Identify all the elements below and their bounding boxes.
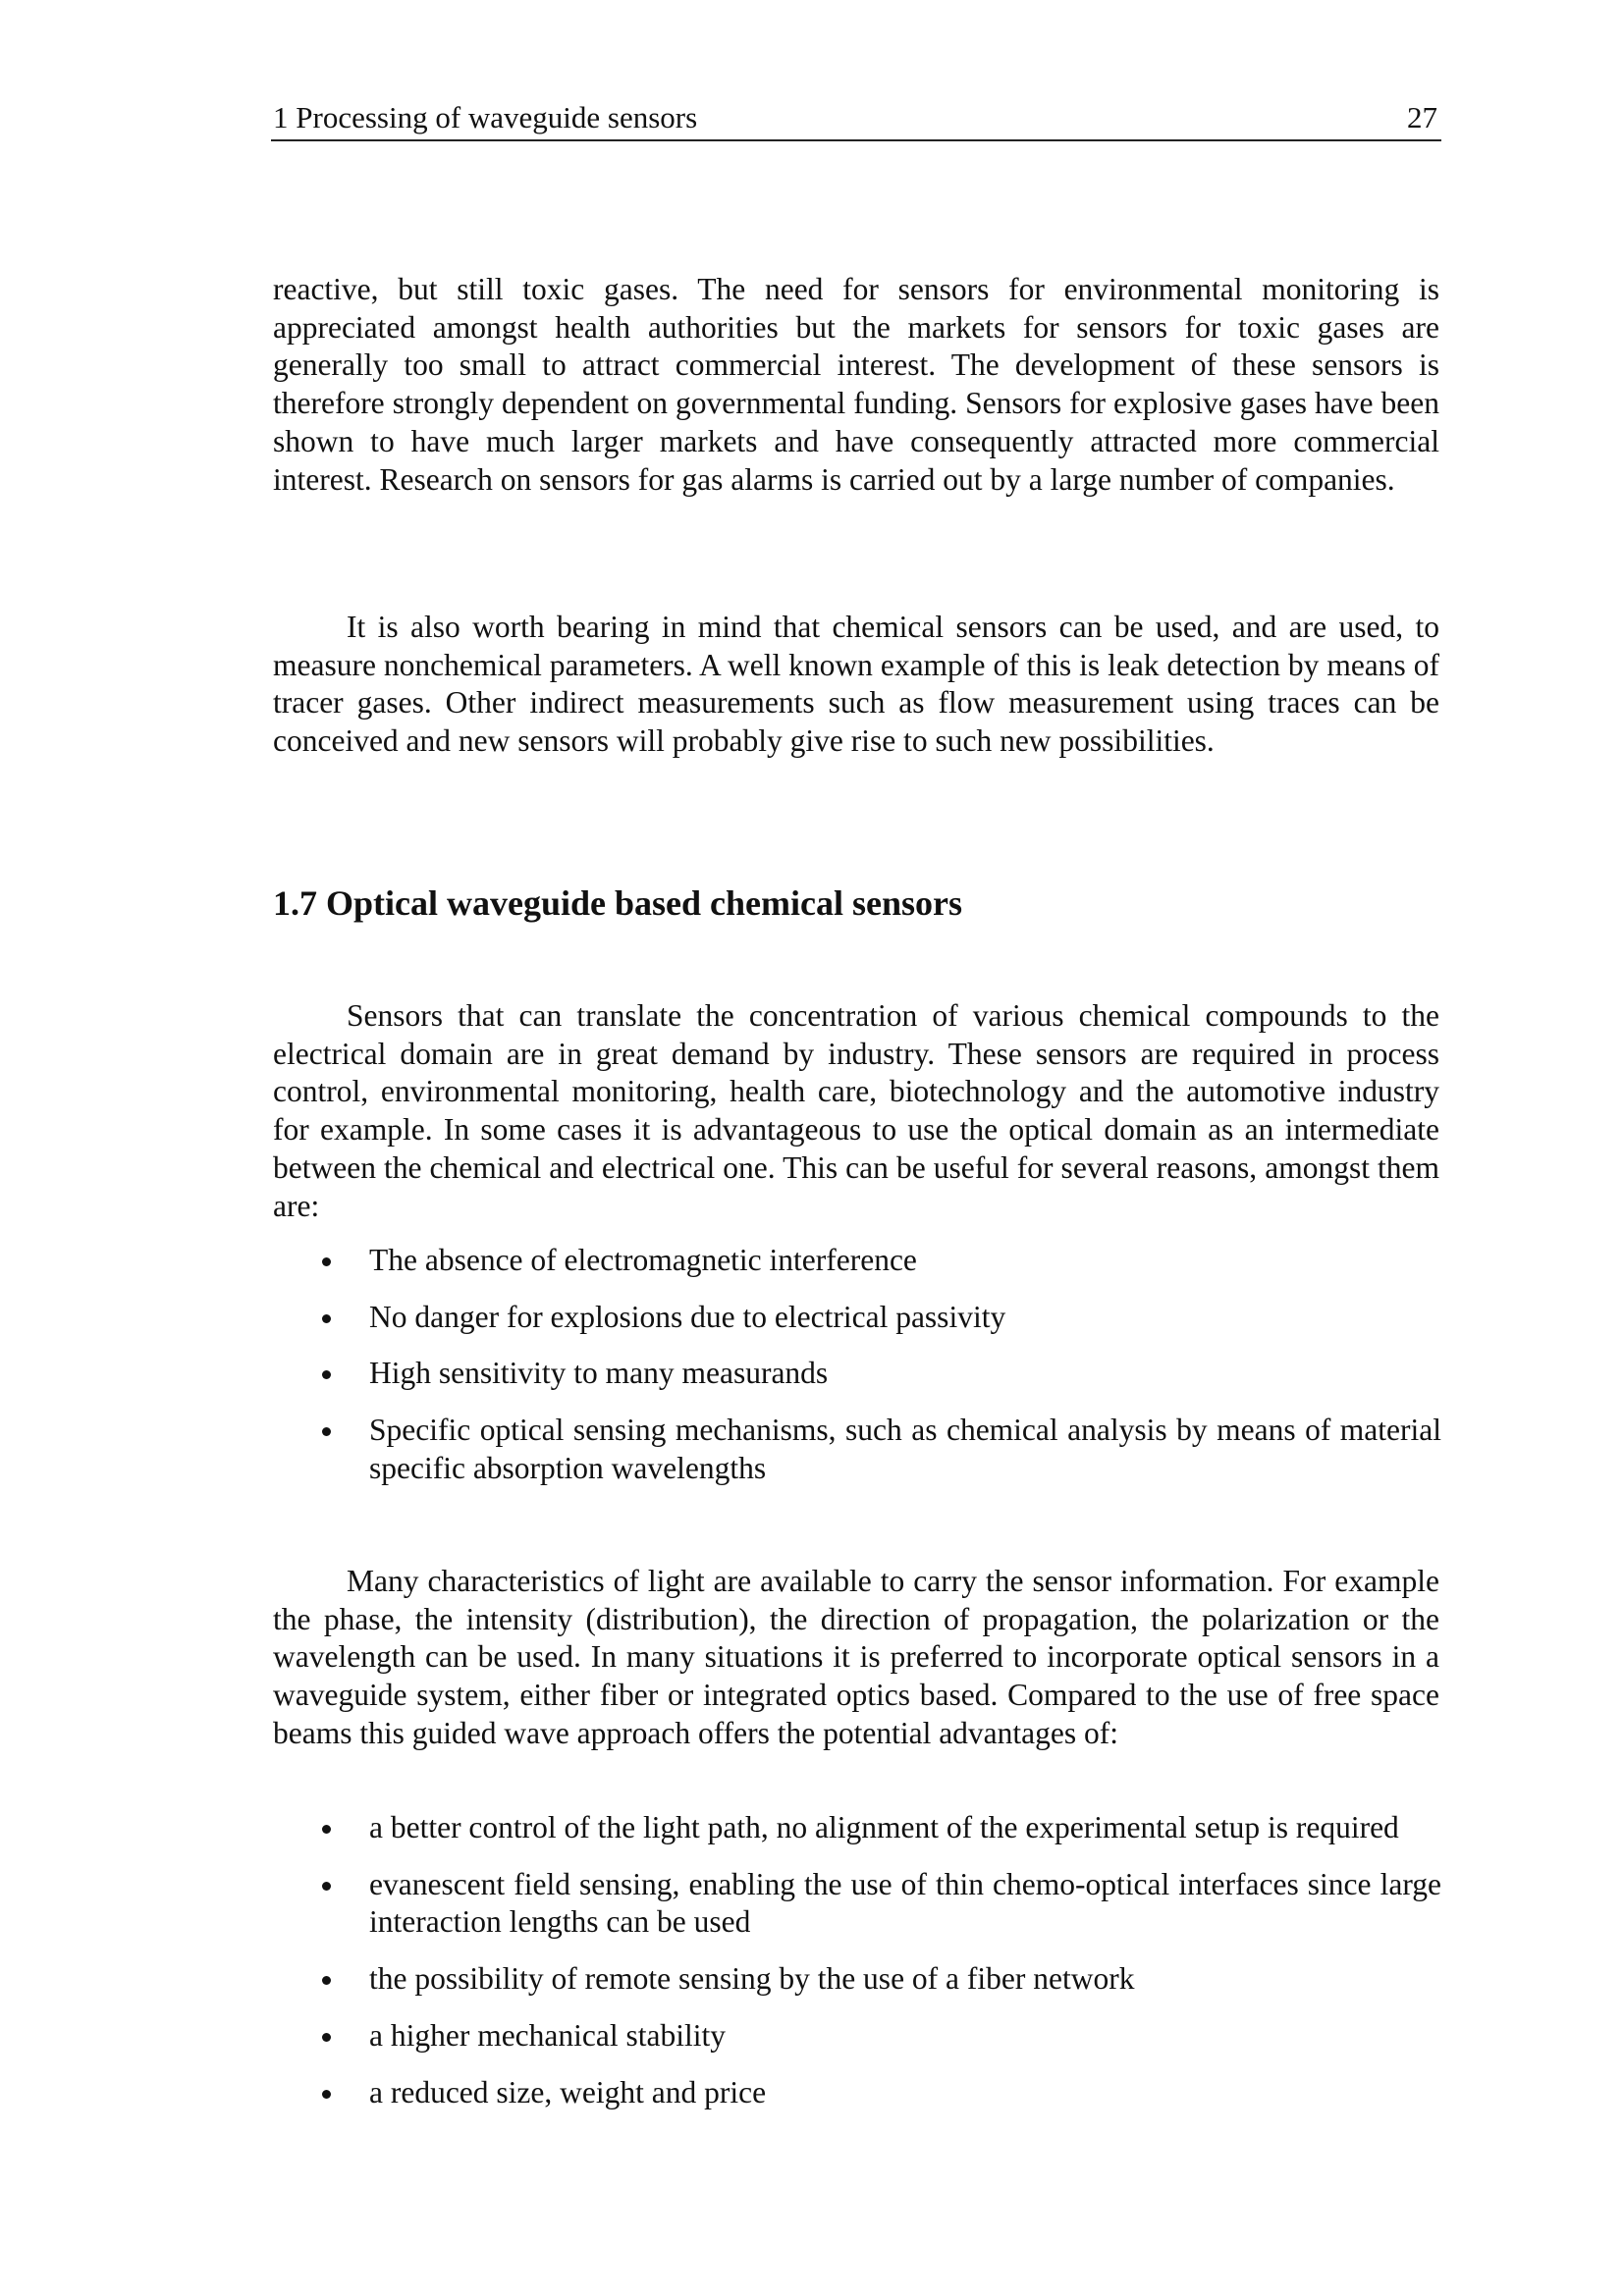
bullet-icon [322,2090,331,2099]
bullet-icon [322,1427,331,1436]
list-item [271,2017,1441,2056]
page-number: 27 [1407,100,1437,134]
bullet-icon [322,1882,331,1891]
list-item [271,1960,1441,1999]
list-item [271,1242,1441,1280]
bullet-icon [322,2033,331,2042]
bullet-icon [322,1257,331,1266]
list-item-text: a better control of the light path, no alignment of the experimental setup is required [369,1810,1399,1844]
paragraph-sensor-demand: Sensors that can translate the concentration of various chemical compounds to the electrical domain are in great demand by industry. These sensors are required in process control, environmental monitoring, health care, biotechnology and the automotive industry for example. In some cases it is advantageous to use the optical domain as an intermediate between the chemical and electrical one. This can be useful for several reasons, amongst them are: [273,998,1439,1223]
list-item-text: the possibility of remote sensing by the use of a fiber network [369,1961,1135,1997]
list-item [271,1299,1441,1337]
list-item [271,1809,1441,1847]
reasons-list [271,1242,1441,1488]
list-item-text: evanescent field sensing, enabling the use of thin chemo-optical interfaces since large interaction lengths can be used [369,1866,1441,1940]
chapter-title: 1 Processing of waveguide sensors [273,100,698,134]
paragraph-nonchemical-parameters: It is also worth bearing in mind that chemical sensors can be used, and are used, to measure nonchemical parameters. A well known example of this is leak detection by means of tracer gases. Other indirect measurements such as flow measurement using traces can be conceived and new sensors will probably give rise to such new possibilities. [273,610,1439,759]
list-item-text: The absence of electromagnetic interference [369,1243,917,1277]
list-item-text: a reduced size, weight and price [369,2074,767,2109]
list-item-text: No danger for explosions due to electrical passivity [369,1299,1006,1334]
bullet-icon [322,1976,331,1985]
paragraph-light-characteristics: Many characteristics of light are available to carry the sensor information. For example the phase, the intensity (distribution), the direction of propagation, the polarization or the wavelength can be used. In many situations it is preferred to incorporate optical sensors in a waveguide system, either fiber or integrated optics based. Compared to the use of free space beams this guided wave approach offers the potential advantages of: [273,1564,1439,1750]
list-item [271,1355,1441,1393]
document-page [271,0,1441,2296]
list-item [271,1412,1441,1487]
bullet-icon [322,1825,331,1834]
paragraph-toxic-gases: reactive, but still toxic gases. The need for sensors for environmental monitoring is appreciated amongst health authorities but the markets for sensors for toxic gases are generally too small to attract commercial interest. The development of these sensors is therefore strongly dependent on governmental funding. Sensors for explosive gases have been shown to have much larger markets and have consequently attracted more commercial interest. Research on sensors for gas alarms is carried out by a large number of companies. [273,272,1439,497]
section-heading: 1.7 Optical waveguide based chemical sensors [273,883,962,923]
running-header [271,96,1441,141]
list-item [271,1866,1441,1942]
advantages-list [271,1809,1441,2130]
bullet-icon [322,1370,331,1379]
list-item [271,2074,1441,2112]
list-item-text: a higher mechanical stability [369,2017,726,2053]
bullet-icon [322,1314,331,1323]
list-item-text: Specific optical sensing mechanisms, such as chemical analysis by means of material specific absorption wavelengths [369,1413,1441,1485]
list-item-text: High sensitivity to many measurands [369,1356,829,1391]
